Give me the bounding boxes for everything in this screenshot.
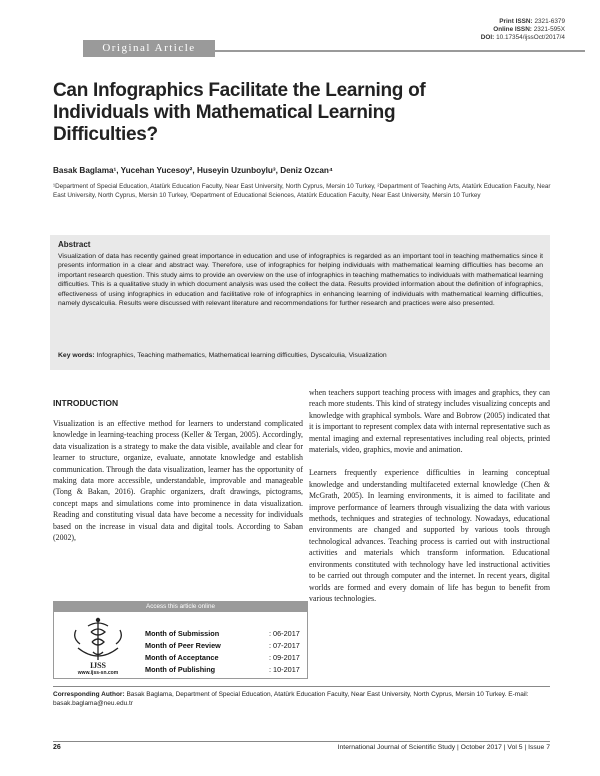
date-row-acceptance: Month of Acceptance : 09-2017 [145, 653, 300, 662]
online-issn: 2321-595X [533, 26, 565, 33]
section-heading-introduction: INTRODUCTION [53, 398, 119, 408]
journal-logo [58, 616, 138, 674]
print-issn-label: Print ISSN: [499, 18, 533, 25]
publication-dates [145, 628, 300, 676]
page-number: 26 [53, 744, 61, 751]
paragraph: Learners frequently experience difficulties in learning conceptual knowledge and understanding multifaceted external knowledge (Chen & McGrath, 2005). In learning environments, it is aimed to facilitate and improve performance of learners through visualizing the data with various methods, techniques and strategies of technology. Nowadays, educational environments are changed and supported by various tools through technological advances. Teaching process is carried out with instructional activities and materials which transform information. Educational environments constituted with technology have led instructional activities to be carried out through computer and the internet. In recent years, digital worlds are formed and every domain of life has begun to benefit from various technologies. [309, 468, 550, 603]
doi: 10.17354/ijssOct/2017/4 [496, 34, 565, 41]
date-row-peer-review: Month of Peer Review : 07-2017 [145, 641, 300, 650]
date-row-publishing: Month of Publishing : 10-2017 [145, 665, 300, 674]
author-list: Basak Baglama¹, Yucehan Yucesoy², Huseyin Uzunboylu³, Deniz Ozcan⁴ [53, 166, 333, 175]
journal-url[interactable]: www.ijss-sn.com [77, 670, 119, 676]
keywords-label: Key words: [58, 352, 95, 359]
body-column-right [309, 387, 550, 604]
journal-footer: International Journal of Scientific Study | October 2017 | Vol 5 | Issue 7 [337, 744, 550, 751]
print-issn: 2321-6379 [534, 18, 565, 25]
footer-rule [53, 741, 550, 742]
article-title: Can Infographics Facilitate the Learning of Individuals with Mathematical Learning Difficulties? [53, 80, 426, 145]
doi-label: DOI: [480, 34, 495, 41]
date-row-submission: Month of Submission : 06-2017 [145, 629, 300, 638]
access-box-heading: Access this article online [53, 601, 308, 612]
abstract-text: Visualization of data has recently gained great importance in education and use of infographics is regarded as an important tool in teaching mathematics since it presents information in a clear and abstract way. Therefore, use of infographics for helping individuals with mathematical learning difficulties has become an important research question. This study aims to provide an overview on the use of infographics in teaching mathematics to individuals with mathematical learning difficulties. This is a qualitative study in which document analysis was used the collect the data. Results provided information about the definition of infographics, effectiveness of using infographics in education and facilitative role of infographics in enhancing learning of individuals with mathematical learning difficulties, namely dyscalculia. Results were discussed with relevant literature and recommendations for further research and practices were also presented. [58, 253, 543, 308]
svg-text:IJSS: IJSS [89, 661, 107, 670]
article-type-tag: Original Article [83, 40, 215, 57]
issn-block [481, 18, 565, 42]
paragraph: when teachers support teaching process with images and graphics, they can reach more students. This kind of strategy includes visualizing concepts and knowledge with graphical symbols. Ware and Bobrow (2005) indicated that it is important to represent complex data with internal representative such as mental imaging and external representatives including real objects, printed materials, video, graphics, movie and animation. [309, 388, 550, 455]
corresponding-label: Corresponding Author: [53, 691, 125, 698]
corresponding-text: Basak Baglama, Department of Special Education, Atatürk Education Faculty, Near East University, North Cyprus, Mersin 10 Turkey. E-mail: basak.baglama@neu.edu.tr [53, 691, 529, 707]
affiliations: ¹Department of Special Education, Atatürk Education Faculty, Near East University, North Cyprus, Mersin 10 Turkey, ²Department of Teaching Arts, Atatürk Education Faculty, Near East University, North Cyprus, Mersin 10 Turkey, ³Department of Educational Sciences, Atatürk Education Faculty, Near East University, Mersin 10 Turkey [53, 183, 551, 199]
divider [53, 686, 550, 687]
header-rule [215, 50, 585, 52]
body-column-left [53, 418, 303, 543]
online-issn-label: Online ISSN: [493, 26, 532, 33]
keywords-list: Infographics, Teaching mathematics, Mathematical learning difficulties, Dyscalculia, Visualization [96, 352, 387, 359]
keywords [58, 352, 543, 359]
abstract-heading: Abstract [58, 240, 91, 249]
paragraph: Visualization is an effective method for learners to understand complicated knowledge in learning-teaching process (Keller & Tergan, 2005). Accordingly, data visualization is a strategy to make the data visible, available and clear for learner to structure, organize, evaluate, annotate knowledge and establish communication. Through the data visualization, learner has the opportunity of making data more accessible, understandable, improvable and manageable (Tong & Bakan, 2016). Graphic organizers, draft drawings, pictograms, concept maps and simulations come into prominence in data visualization. Reading and constituting visual data have become a necessity for individuals based on the increase in visual data and digital tools. According to Saban (2002), [53, 419, 303, 543]
corresponding-author [53, 690, 550, 708]
